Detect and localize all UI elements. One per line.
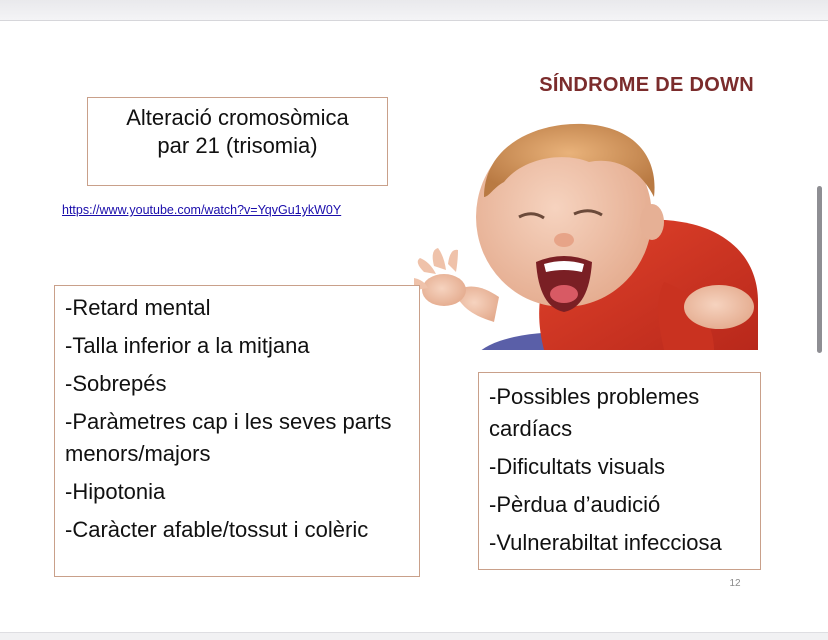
health-item: -Dificultats visuals <box>489 454 666 479</box>
chromosome-line-2: par 21 (trisomia) <box>157 133 318 158</box>
trait-item: -Caràcter afable/tossut i colèric <box>65 517 369 542</box>
health-item: -Possibles problemes cardíacs <box>489 384 700 441</box>
health-item: -Vulnerabiltat infecciosa <box>489 530 722 555</box>
trait-item: -Sobrepés <box>65 371 167 396</box>
chromosome-line-1: Alteració cromosòmica <box>126 105 349 130</box>
laughing-child-photo <box>414 122 758 350</box>
youtube-link[interactable]: https://www.youtube.com/watch?v=YqvGu1ykW0Y <box>62 203 342 217</box>
window-top-bar <box>0 0 828 21</box>
trait-item: -Hipotonia <box>65 479 166 504</box>
health-item: -Pèrdua d’audició <box>489 492 661 517</box>
traits-box <box>54 285 420 577</box>
trait-item: -Retard mental <box>65 295 211 320</box>
scrollbar[interactable] <box>817 186 822 353</box>
health-box <box>478 372 761 570</box>
page-number: 12 <box>729 578 741 589</box>
chromosome-box <box>87 97 388 186</box>
trait-item: -Talla inferior a la mitjana <box>65 333 310 358</box>
trait-item: -Paràmetres cap i les seves parts menors/majors <box>65 409 392 466</box>
slide-title: SÍNDROME DE DOWN <box>539 74 754 96</box>
